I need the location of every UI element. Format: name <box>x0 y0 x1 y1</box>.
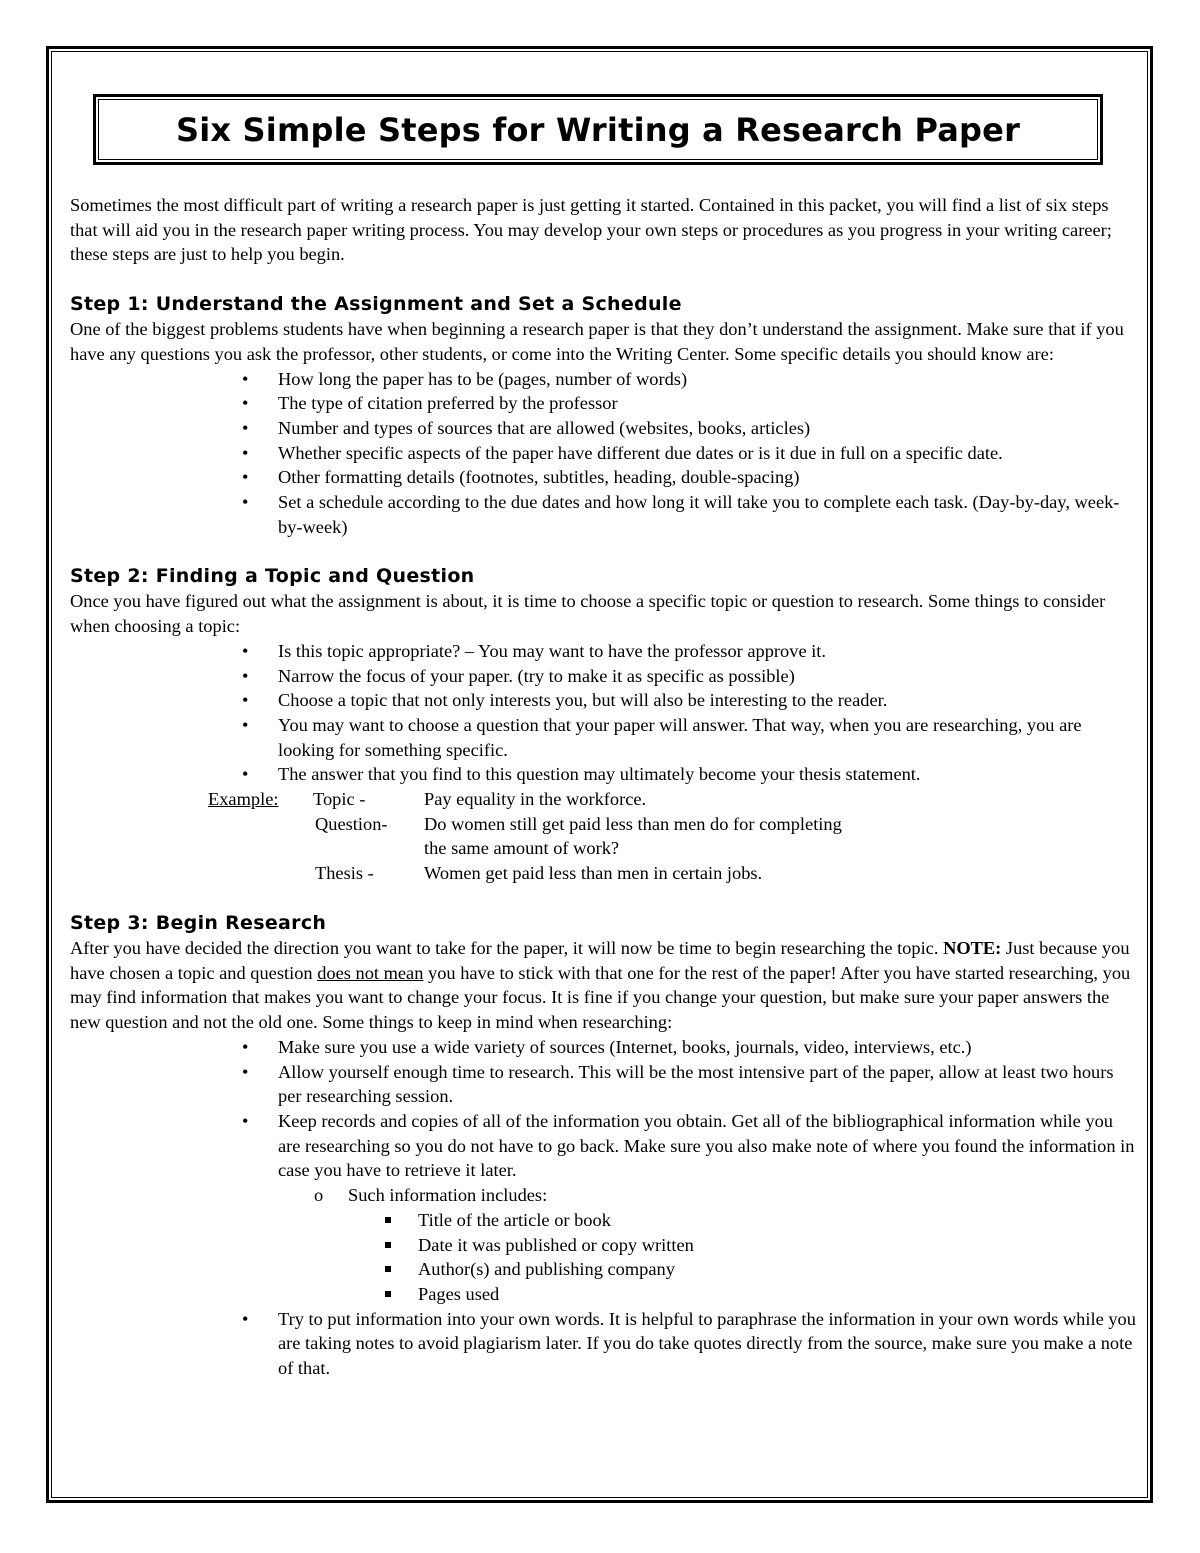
step2-body: Once you have figured out what the assignment is about, it is time to choose a specific topic or question to research. Some things to consider when choosing a topic: <box>70 591 1106 637</box>
note-label: NOTE: <box>943 938 1002 959</box>
list-item: • Number and types of sources that are allowed (websites, books, articles) <box>70 416 1140 441</box>
example-question-line2: the same amount of work? <box>424 838 620 859</box>
example-thesis: Women get paid less than men in certain jobs. <box>424 863 763 884</box>
list-item: • How long the paper has to be (pages, number of words) <box>70 367 1140 392</box>
list-item: • Try to put information into your own words. It is helpful to paraphrase the information in your own words while you are taking notes to avoid plagiarism later. If you do take quotes directly from the source, make sure you make a note of that. <box>70 1307 1140 1381</box>
example-question-line1: Do women still get paid less than men do for completing <box>424 814 842 835</box>
list-item: • Other formatting details (footnotes, subtitles, heading, double-spacing) <box>70 465 1140 490</box>
list-item: • Narrow the focus of your paper. (try to make it as specific as possible) <box>70 664 1140 689</box>
list-item: • The answer that you find to this question may ultimately become your thesis statement. <box>70 762 1140 787</box>
example-topic: Pay equality in the workforce. <box>424 789 647 810</box>
sub-sub-list-item: Date it was published or copy written <box>348 1233 1140 1258</box>
list-item-text: Keep records and copies of all of the information you obtain. Get all of the bibliographical information while you are researching so you do not have to go back. Make sure you also make note of where you found the information in case you have to retrieve it later. <box>278 1110 1135 1181</box>
step1-body: One of the biggest problems students have when beginning a research paper is that they don’t understand the assignment. Make sure that if you have any questions you ask the professor, other students, or come into the Writing Center. Some specific details you should know are: <box>70 319 1124 364</box>
list-item: • Make sure you use a wide variety of sources (Internet, books, journals, video, interviews, etc.) <box>70 1035 1140 1060</box>
example-label: Example: <box>208 789 279 810</box>
step3-body <box>70 936 1140 1035</box>
sub-sub-list-item: Pages used <box>348 1282 1140 1307</box>
note-text-part2: you have to stick with that one for the rest of the paper! After you have started researching, you may find information that makes you want to change your focus. It is fine if you change your question, but make sure your paper answers the new question and not the old one. Some things to keep in mind when researching: <box>70 962 1131 1033</box>
sub-sub-list-item: Title of the article or book <box>348 1208 1140 1233</box>
list-item: • Set a schedule according to the due dates and how long it will take you to complete each task. (Day-by-day, week-by-week) <box>70 490 1140 539</box>
list-item: • Allow yourself enough time to research. This will be the most intensive part of the paper, allow at least two hours per researching session. <box>70 1060 1140 1109</box>
example-question-label: Question- <box>315 814 388 835</box>
note-emphasis: does not mean <box>317 962 424 983</box>
step3-body-line1: After you have decided the direction you want to take for the paper, it will now be time to begin researching the topic. <box>70 938 939 959</box>
step3-bullet-list <box>70 1035 1140 1381</box>
list-item: • You may want to choose a question that your paper will answer. That way, when you are researching, you are looking for something specific. <box>70 713 1140 762</box>
title-box <box>98 99 1098 160</box>
example-topic-label: Topic - <box>313 789 366 810</box>
sub-bullet-list <box>278 1183 1140 1307</box>
step2-bullet-list <box>70 639 1140 787</box>
document-body <box>70 193 1140 1381</box>
sub-list-item-text: Such information includes: <box>348 1185 548 1206</box>
example-thesis-label: Thesis - <box>315 863 374 884</box>
step1-bullet-list <box>70 367 1140 540</box>
example-block <box>70 787 1140 886</box>
sub-sub-bullet-list <box>348 1208 1140 1307</box>
list-item: • The type of citation preferred by the professor <box>70 391 1140 416</box>
list-item: • Is this topic appropriate? – You may want to have the professor approve it. <box>70 639 1140 664</box>
sub-sub-list-item: Author(s) and publishing company <box>348 1257 1140 1282</box>
step3-heading: Step 3: Begin Research <box>70 912 327 935</box>
sub-list-item <box>278 1183 1140 1307</box>
step2-heading: Step 2: Finding a Topic and Question <box>70 565 475 588</box>
list-item <box>70 1109 1140 1307</box>
list-item: • Choose a topic that not only interests you, but will also be interesting to the reader. <box>70 688 1140 713</box>
step1-heading: Step 1: Understand the Assignment and Set a Schedule <box>70 293 682 316</box>
page-title: Six Simple Steps for Writing a Research Paper <box>175 110 1021 149</box>
list-item: • Whether specific aspects of the paper have different due dates or is it due in full on a specific date. <box>70 441 1140 466</box>
note-text-part1: Just because you have chosen a topic and question <box>70 938 1130 983</box>
intro-paragraph: Sometimes the most difficult part of writing a research paper is just getting it started. Contained in this packet, you will find a list of six steps that will aid you in the research paper writing process. You may develop your own steps or procedures as you progress in your writing career; these steps are just to help you begin. <box>70 195 1112 265</box>
